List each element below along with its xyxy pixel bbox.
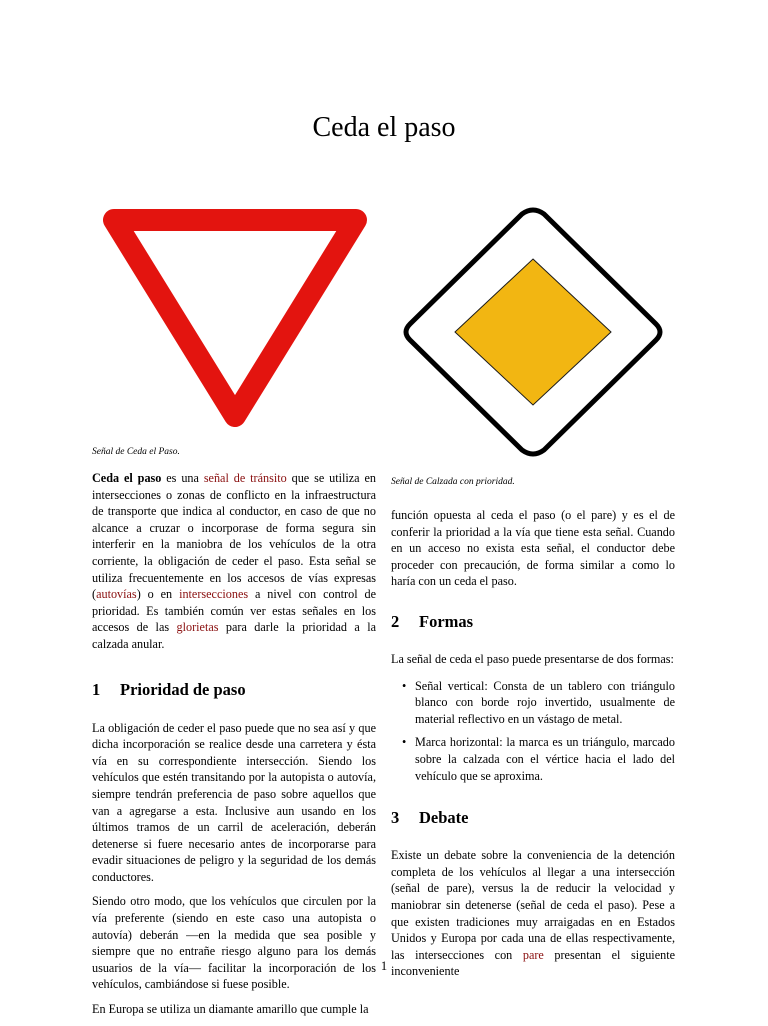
bullet: • [402, 678, 407, 693]
intro-text: es una [161, 471, 204, 485]
intro-text: a nivel con control de prioridad. Es también común ver estas señales en los accesos de las [92, 587, 377, 635]
section-title: Formas [419, 611, 474, 631]
bullet: • [402, 735, 407, 750]
link-pare[interactable]: pare [522, 947, 544, 962]
intro-paragraph [92, 470, 376, 653]
priority-road-sign-image [398, 206, 668, 458]
left-column [92, 470, 376, 1026]
forms-list [391, 678, 675, 785]
link-autovias[interactable]: autovías [96, 587, 137, 602]
intro-text: que se utiliza en intersecciones o zonas de conflicto en la infraestructura de transporte que indica al conductor, en caso de que no alcance a cruzar o incorporase de forma segura sin interferir en la maniobra de los vehículos de la otra corriente, la obligación de ceder el paso. Esta señal se utiliza frecuentemente en los accesos de vías expresas ( [92, 471, 376, 602]
paragraph: La obligación de ceder el paso puede que no sea así y que dicha incorporación se realice desde una carretera y ésta vía en su correspondiente intersección. Siendo los vehículos que estén transitando por la autopista o autovía, siempre tendrán preferencia de paso sobre aquellos que van a agregarse a esta. Inclusive aun usando en los últimos tramos de un carril de aceleración, deberán detenerse si fuere necesario antes de incorporarse para evadir situaciones de peligro y la seguridad de los demás conductores. [92, 720, 376, 884]
paragraph: En Europa se utiliza un diamante amarillo que cumple la [92, 1002, 369, 1017]
list-item [391, 734, 675, 784]
list-item [391, 678, 675, 728]
page-number: 1 [380, 959, 388, 973]
list-item-text: Señal vertical: Consta de un tablero con triángulo blanco con borde rojo invertido, usualmente de material reflectivo en un vástago de metal. [415, 678, 675, 726]
yield-sign-triangle [114, 220, 356, 416]
section-heading-formas [391, 612, 675, 632]
section-heading-debate [391, 808, 675, 828]
debate-text: presentan el siguiente inconveniente [391, 947, 675, 979]
yield-sign-image [96, 202, 374, 434]
intro-term: Ceda el paso [92, 471, 162, 485]
figure-caption-priority: Señal de Calzada con prioridad. [391, 477, 515, 487]
paragraph: La señal de ceda el paso puede presentarse de dos formas: [391, 651, 674, 666]
page-title: Ceda el paso [312, 112, 456, 143]
link-glorietas[interactable]: glorietas [176, 620, 219, 635]
section-number: 2 [391, 611, 400, 631]
intro-text: ) o en [136, 587, 180, 602]
section-heading-prioridad [92, 680, 376, 700]
intro-text: para darle la prioridad a la calzada anular. [92, 620, 376, 651]
right-column [391, 507, 675, 988]
list-item-text: Marca horizontal: la marca es un triángulo, marcado sobre la calzada con el vértice hacia el lado del vehículo que se aproxima. [415, 735, 675, 783]
paragraph: función opuesta al ceda el paso (o el pare) y es el de conferir la prioridad a la vía que tiene esta señal. Cuando en un acceso no exista esta señal, el conductor debe proceder con precaución, de forma similar a como lo haría con un ceda el paso. [391, 508, 675, 589]
link-senal-de-transito[interactable]: señal de tránsito [203, 471, 287, 485]
figure-caption-yield: Señal de Ceda el Paso. [92, 447, 180, 457]
debate-text: Existe un debate sobre la conveniencia de la detención completa de los vehículos al llegar a una intersección (señal de pare), versus la de reducir la velocidad y maniobrar sin detenerse (señal de ceda el paso). Pese a que existen tradiciones muy arraigadas en en Estados Unidos y Europa por cada una de ellas respectivamente, las intersecciones con [391, 848, 675, 962]
section-number: 1 [92, 679, 101, 699]
section-number: 3 [391, 808, 400, 828]
section-title: Prioridad de paso [120, 679, 246, 699]
section-title: Debate [419, 808, 469, 828]
link-intersecciones[interactable]: intersecciones [179, 587, 249, 602]
paragraph: Siendo otro modo, que los vehículos que circulen por la vía preferente (siendo en este caso una autopista o autovía) deberán —en la medida que sea posible y siempre que no entrañe riesgo alguno para los demás usuarios de la vía— facilitar la incorporación de los vehículos, cambiándose si fuese posible. [92, 894, 376, 992]
